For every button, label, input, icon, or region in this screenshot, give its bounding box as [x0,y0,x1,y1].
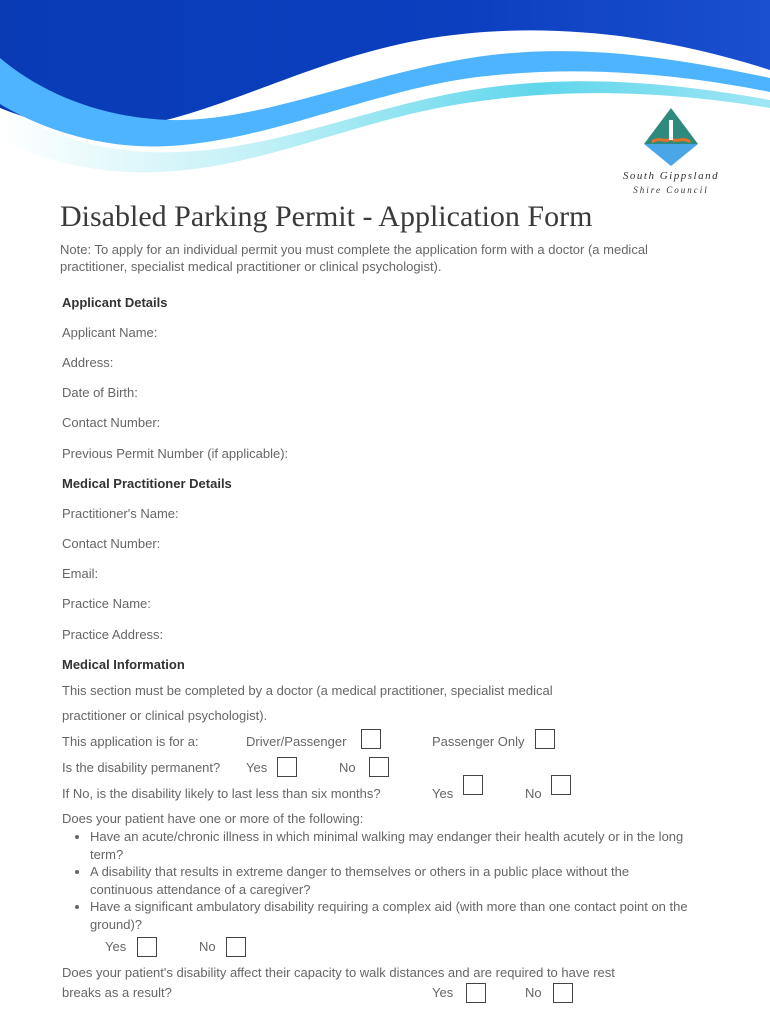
checkbox-passenger-only[interactable] [535,729,555,749]
option-driver-passenger-label: Driver/Passenger [246,734,347,749]
field-date-of-birth[interactable]: Date of Birth: [62,385,138,400]
checkbox-walk-no[interactable] [553,983,573,1003]
checkbox-conditions-no[interactable] [226,937,246,957]
field-practitioner-email[interactable]: Email: [62,566,99,581]
logo-text-line2: Shire Council [633,185,709,195]
checkbox-six-months-yes[interactable] [463,775,483,795]
section-heading-applicant: Applicant Details [62,295,168,310]
checkbox-permanent-yes[interactable] [277,757,297,777]
intro-note: Note: To apply for an individual permit you must complete the application form with a doctor (a medical practitioner, specialist medical practitioner or clinical psychologist). [60,242,648,274]
field-practitioner-name[interactable]: Practitioner's Name: [62,506,179,521]
checkbox-conditions-yes[interactable] [137,937,157,957]
checkbox-six-months-no[interactable] [551,775,571,795]
list-item: • A disability that results in extreme danger to themselves or others in a public place without the continuous attendance of a caregiver? [90,863,690,898]
option-passenger-only-label: Passenger Only [432,734,525,749]
conditions-yes-label: Yes [105,939,127,954]
conditions-question-label: Does your patient have one or more of the following: [62,811,364,826]
field-previous-permit-number[interactable]: Previous Permit Number (if applicable): [62,446,289,461]
checkbox-driver-passenger[interactable] [361,729,381,749]
section-heading-medical: Medical Information [62,657,185,672]
permanent-no-label: No [339,760,356,775]
walk-yes-label: Yes [432,985,454,1000]
six-months-no-label: No [525,786,542,801]
field-contact-number[interactable]: Contact Number: [62,415,161,430]
walk-question-line2: breaks as a result? [62,985,172,1000]
section-heading-practitioner: Medical Practitioner Details [62,476,232,491]
council-logo-icon [612,104,730,168]
medical-intro-line2: practitioner or clinical psychologist). [62,708,268,723]
conditions-list [62,828,690,933]
list-item: • Have an acute/chronic illness in which minimal walking may endanger their health acutely or in the long term? [90,828,690,863]
walk-no-label: No [525,985,542,1000]
list-item: • Have a significant ambulatory disability requiring a complex aid (with more than one contact point on the ground)? [90,898,690,933]
logo-text-line1: South Gippsland [622,170,720,182]
field-practice-name[interactable]: Practice Name: [62,596,151,611]
checkbox-permanent-no[interactable] [369,757,389,777]
field-practice-address[interactable]: Practice Address: [62,627,164,642]
checkbox-walk-yes[interactable] [466,983,486,1003]
walk-question-line1: Does your patient's disability affect their capacity to walk distances and are required to have rest [62,965,615,980]
six-months-question-label: If No, is the disability likely to last less than six months? [62,786,381,801]
field-applicant-name[interactable]: Applicant Name: [62,325,158,340]
permanent-yes-label: Yes [246,760,268,775]
conditions-no-label: No [199,939,216,954]
council-logo [612,104,742,199]
permanent-question-label: Is the disability permanent? [62,760,221,775]
medical-intro-line1: This section must be completed by a doctor (a medical practitioner, specialist medical [62,683,553,698]
field-address[interactable]: Address: [62,355,114,370]
page-title: Disabled Parking Permit - Application Form [60,200,593,233]
six-months-yes-label: Yes [432,786,454,801]
field-practitioner-contact-number[interactable]: Contact Number: [62,536,161,551]
application-for-label: This application is for a: [62,734,199,749]
